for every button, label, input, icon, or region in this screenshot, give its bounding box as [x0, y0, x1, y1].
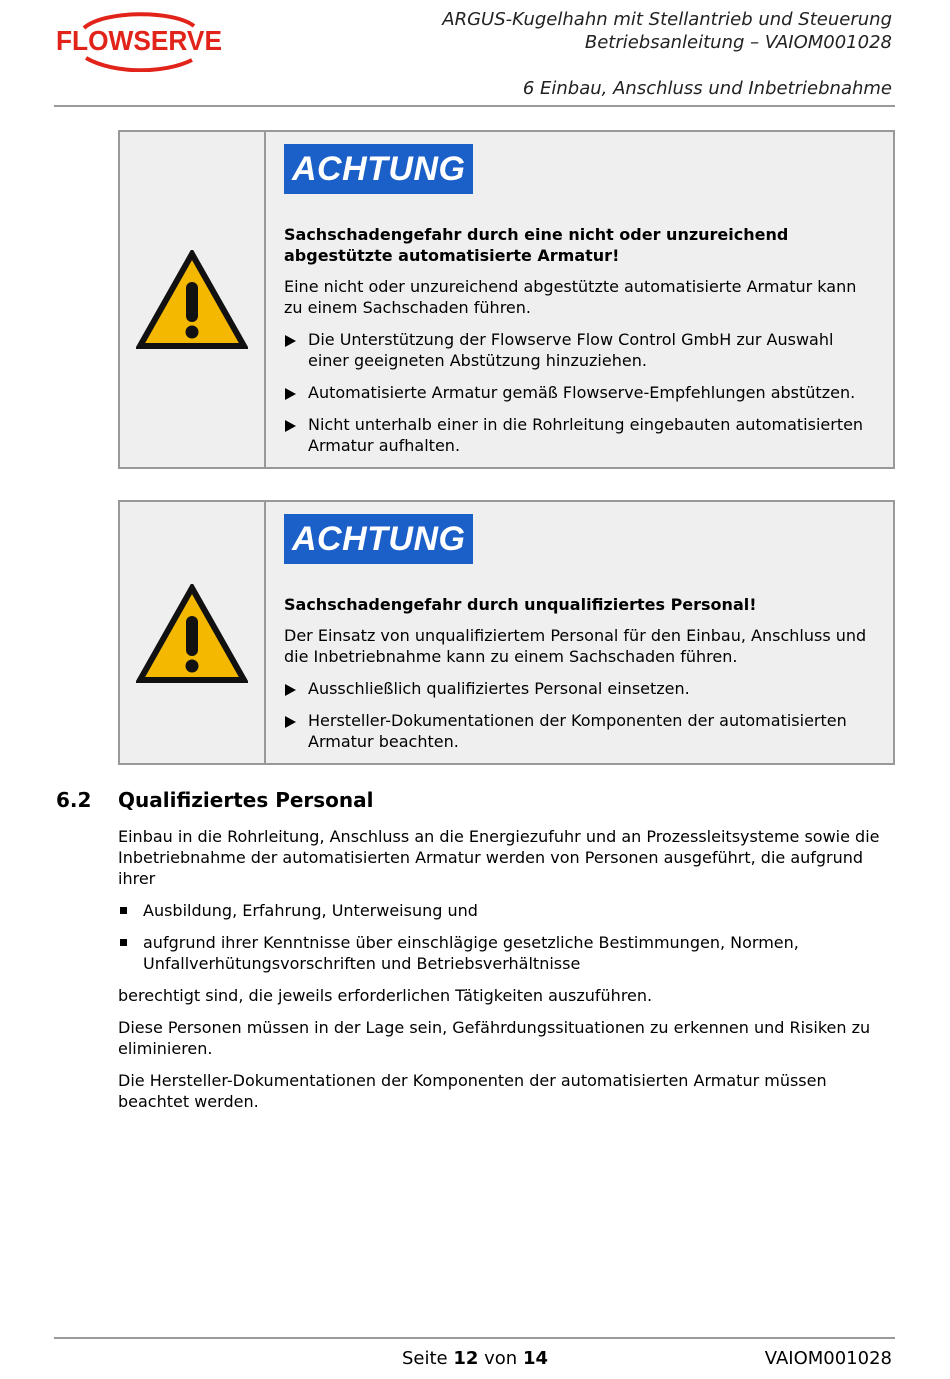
chapter-title: 6 Einbau, Anschluss und Inbetriebnahme [522, 78, 892, 99]
warning-triangle-icon [136, 250, 248, 350]
arrow-bullet-icon [285, 335, 296, 347]
notice-bullet-text: Automatisierte Armatur gemäß Flowserve-Empfehlungen abstützen. [308, 383, 856, 402]
arrow-bullet-icon [285, 388, 296, 400]
document-title [442, 8, 892, 54]
square-bullet-icon [120, 907, 127, 914]
notice-box-2 [118, 500, 895, 765]
notice-text: Der Einsatz von unqualifiziertem Personal für den Einbau, Anschluss und die Inbetriebnahme kann zu einem Sachschaden führen. [284, 626, 867, 666]
arrow-bullet-icon [285, 716, 296, 728]
notice-title: Sachschadengefahr durch eine nicht oder unzureichend abgestützte automatisierte Armatur! [284, 225, 789, 265]
warning-triangle-icon [136, 584, 248, 684]
page-of: von [484, 1348, 518, 1369]
signal-word-badge: ACHTUNG [284, 514, 473, 564]
arrow-bullet-icon [285, 684, 296, 696]
notice-bullet [284, 414, 879, 456]
notice-bullet [284, 329, 879, 371]
flowserve-logo [54, 8, 224, 72]
section-paragraph: berechtigt sind, die jeweils erforderlichen Tätigkeiten auszuführen. [118, 986, 653, 1005]
notice-bullet [284, 382, 879, 403]
header-divider [54, 105, 895, 107]
notice-box-1 [118, 130, 895, 469]
page-total: 14 [522, 1348, 549, 1369]
notice-title: Sachschadengefahr durch unqualifiziertes Personal! [284, 595, 757, 614]
notice-bullet-text: Die Unterstützung der Flowserve Flow Control GmbH zur Auswahl einer geeigneten Abstützung hinzuziehen. [308, 330, 834, 370]
section-intro: Einbau in die Rohrleitung, Anschluss an die Energiezufuhr und an Prozessleitsysteme sowie die Inbetriebnahme der automatisierten Armatur werden von Personen ausgeführt, die aufgrund ihrer [118, 827, 880, 888]
notice-icon-column [120, 132, 266, 467]
section-body [118, 826, 894, 1123]
notice-content [284, 144, 879, 467]
notice-bullet-text: Hersteller-Dokumentationen der Komponenten der automatisierten Armatur beachten. [308, 711, 847, 751]
arrow-bullet-icon [285, 420, 296, 432]
page-current: 12 [453, 1348, 479, 1369]
section-paragraph: Die Hersteller-Dokumentationen der Komponenten der automatisierten Armatur müssen beachtet werden. [118, 1071, 827, 1111]
list-item [118, 900, 894, 921]
document-code: VAIOM001028 [764, 1348, 892, 1369]
notice-content [284, 514, 879, 763]
notice-text: Eine nicht oder unzureichend abgestützte automatisierte Armatur kann zu einem Sachschaden führen. [284, 277, 857, 317]
section-title: Qualifiziertes Personal [118, 788, 374, 812]
list-item [118, 932, 894, 974]
section-paragraph: Diese Personen müssen in der Lage sein, Gefährdungssituationen zu erkennen und Risiken zu eliminieren. [118, 1018, 871, 1058]
section-number: 6.2 [56, 788, 92, 812]
notice-icon-column [120, 502, 266, 763]
page-word: Seite [401, 1348, 448, 1369]
signal-word-badge: ACHTUNG [284, 144, 473, 194]
title-line-1: ARGUS-Kugelhahn mit Stellantrieb und Steuerung [442, 9, 892, 30]
notice-bullet [284, 710, 879, 752]
footer-divider [54, 1337, 895, 1339]
logo-text: FLOWSERVE [56, 25, 222, 56]
square-bullet-icon [120, 939, 127, 946]
notice-bullet-text: Nicht unterhalb einer in die Rohrleitung eingebauten automatisierten Armatur aufhalten. [308, 415, 864, 455]
list-item-text: Ausbildung, Erfahrung, Unterweisung und [143, 901, 478, 920]
notice-bullet [284, 678, 879, 699]
list-item-text: aufgrund ihrer Kenntnisse über einschlägige gesetzliche Bestimmungen, Normen, Unfallverhütungsvorschriften und Betriebsverhältnisse [143, 933, 799, 973]
notice-bullet-text: Ausschließlich qualifiziertes Personal einsetzen. [308, 679, 690, 698]
title-line-2: Betriebsanleitung – VAIOM001028 [584, 32, 892, 53]
